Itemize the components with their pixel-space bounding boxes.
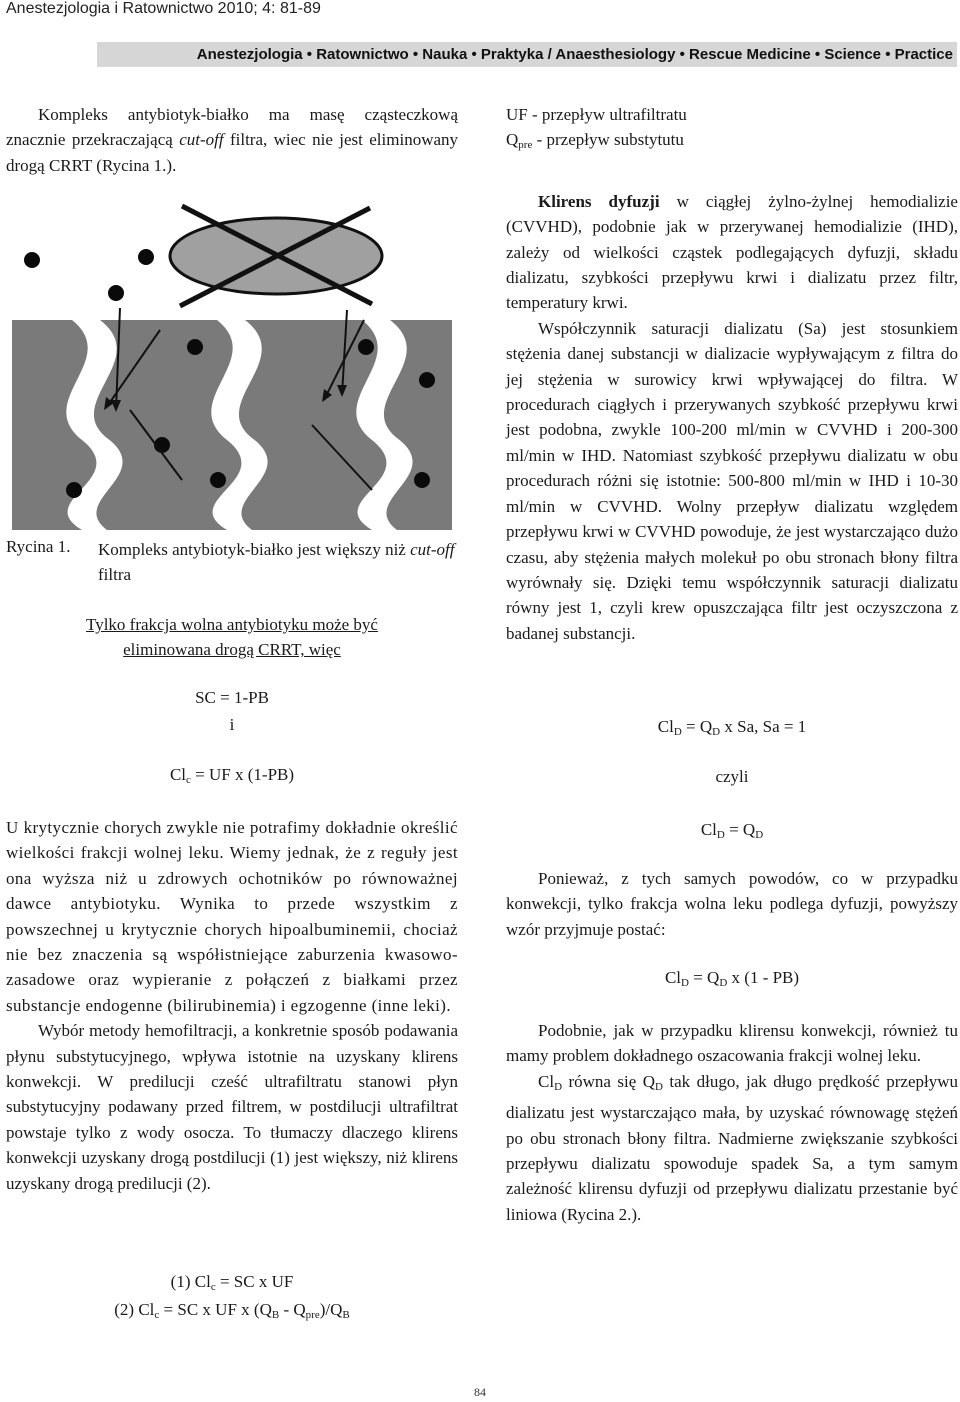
formula-cld-sa: $Cl_D = Q_D$ x Sa, Sa = 1 xyxy=(657,717,807,738)
caption-cutoff: cut-off xyxy=(410,540,455,559)
statement-line-2: eliminowana drogą CRRT, więc xyxy=(123,640,341,660)
free-fraction-statement xyxy=(6,612,458,663)
cl-formula: $Cl_c$ = UF x (1-PB) xyxy=(169,765,295,786)
paragraph-estimation-problem: Podobnie, jak w przypadku klirensu konwekcji, również tu mamy problem dokładnego oszacowania frakcji wolnej leku. xyxy=(506,1021,958,1066)
molecule xyxy=(419,372,435,388)
molecule xyxy=(358,339,374,355)
formula-cld-pb: $Cl_D = Q_D$ x (1 - PB) xyxy=(664,968,800,989)
paragraph-diffusion-clearance: Klirens dyfuzji w ciągłej żylno-żylnej hemodializie (CVVHD), podobnie jak w przerywanej hemodializie (IHD), zależy od wielkości cząstek podlegających dyfuzji, składu dializatu, szybkości przepływu krwi i dializatu przez filtr, temperatury krwi. xyxy=(506,191,958,313)
equation-2: (2) $Cl_c$ = SC x UF x $(Q_B - Q_{pre})/Q_B$ xyxy=(114,1300,350,1321)
formula-czyli: czyli xyxy=(715,767,749,786)
paragraph-saturation: Współczynnik saturacji dializatu (Sa) jest stosunkiem stężenia danej substancji w dializacie wypływającym z filtra do jej stężenia w surowicy krwi wpływającej do filtra. W procedurach ciągłych i przerywanych szybkość przepływu krwi jest podobna, zwykle 100-200 ml/min w CVVHD i 200-300 ml/min w IHD. Natomiast szybkość przepływu dializatu w obu procedurach różni się istotnie: 500-800 ml/min w IHD i 10-30 ml/min w CVVHD. Wolny przepływ dializatu względem przepływu krwi w CVVHD powoduje, że jest wystarczająco dużo czasu, aby stężenia małych molekuł po obu stronach błony filtra wyrównały się. Dzięki temu współczynnik saturacji dializatu równy jest 1, czyli krew opuszczająca filtr jest oczyszczona z badanej substancji. xyxy=(506,318,958,643)
statement-line-1: Tylko frakcja wolna antybiotyku może być xyxy=(86,615,378,634)
molecule xyxy=(24,252,40,268)
diffusion-clearance-term: Klirens dyfuzji xyxy=(538,191,660,211)
molecule xyxy=(66,482,82,498)
qpre-definition: $Q_{pre}$ - przepływ substytutu xyxy=(506,130,684,152)
caption-text-end: filtra xyxy=(98,565,132,585)
paragraph-free-fraction-diffusion: Ponieważ, z tych samych powodów, co w przypadku konwekcji, tylko frakcja wolna leku podlega dyfuzji, powyższy wzór przyjmuje postać: xyxy=(506,869,958,939)
molecule xyxy=(138,249,154,265)
paragraph-free-fraction: U krytycznie chorych zwykle nie potrafimy dokładnie określić wielkości frakcji wolnej leku. Wiemy jednak, że z reguły jest ona wyższa niż u zdrowych ochotników po równoważnej dawce antybiotyku. Wynika to przede wszystkim z powszechnej u krytycznie chorych hipoalbuminemii, chociaż nie bez znaczenia są współistniejące zaburzenia kwasowo-zasadowe oraz wypieranie z połączeń z białkami przez substancje endogenne (bilirubinemia) i egzogenne (inne leki). xyxy=(6,818,458,1015)
molecule xyxy=(108,285,124,301)
caption-text: Kompleks antybiotyk-białko jest większy niż xyxy=(98,540,411,559)
uf-definition: UF - przepływ ultrafiltratu xyxy=(506,105,687,124)
left-column xyxy=(6,102,458,178)
intro-text: Kompleks antybiotyk-białko ma masę cząsteczkową znacznie przekraczającą xyxy=(6,105,458,150)
figure-1-diagram xyxy=(12,180,452,530)
right-column xyxy=(506,102,958,646)
molecule xyxy=(210,472,226,488)
molecule xyxy=(414,472,430,488)
page-number: 84 xyxy=(474,1385,486,1399)
intro-paragraph xyxy=(6,102,458,178)
sc-formula: SC = 1-PB xyxy=(195,688,269,707)
formula-conjunction: i xyxy=(229,715,235,734)
intro-text-end: filtra, wiec nie jest eliminowany drogą CRRT (Rycina 1.). xyxy=(6,130,459,175)
journal-banner: Anestezjologia • Ratownictwo • Nauka • Praktyka / Anaesthesiology • Rescue Medicine • Science • Practice xyxy=(97,42,957,67)
equation-1: (1) $Cl_c$ = SC x UF xyxy=(170,1272,294,1293)
formula-cld-qd: $Cl_D = Q_D$ xyxy=(700,820,764,841)
molecule xyxy=(187,339,203,355)
intro-cutoff: cut-off xyxy=(179,130,224,150)
right-body-2 xyxy=(506,1018,958,1227)
left-body xyxy=(6,815,458,1196)
paragraph-dialysate-flow: $Cl_D$ równa się $Q_D$ tak długo, jak długo prędkość przepływu dializatu jest wystarczająco mała, by uzyskać równowagę stężeń po obu stronach błony filtra. Nadmierne zwiększanie szybkości przepływu dializatu spowoduje spadek Sa, a tym samym zależność klirensu dyfuzji od przepływu dializatu przestanie być liniowa (Rycina 2.). xyxy=(506,1071,958,1224)
journal-reference: Anestezjologia i Ratownictwo 2010; 4: 81-89 xyxy=(6,0,321,17)
figure-label: Rycina 1. xyxy=(6,537,71,556)
right-body-1 xyxy=(506,866,958,942)
paragraph-hemofiltration: Wybór metody hemofiltracji, a konkretnie sposób podawania płynu substytucyjnego, wpływa istotnie na uzyskany klirens konwekcji. W predilucji cześć ultrafiltratu stanowi płyn substytucyjny podawany przed filtrem, w postdilucji ultrafiltrat powstaje tylko z wody osocza. To tłumaczy dlaczego klirens konwekcji uzyskany drogą postdilucji (1) jest większy, niż klirens uzyskany drogą predilucji (2). xyxy=(6,1021,458,1193)
figure-caption xyxy=(98,537,458,588)
